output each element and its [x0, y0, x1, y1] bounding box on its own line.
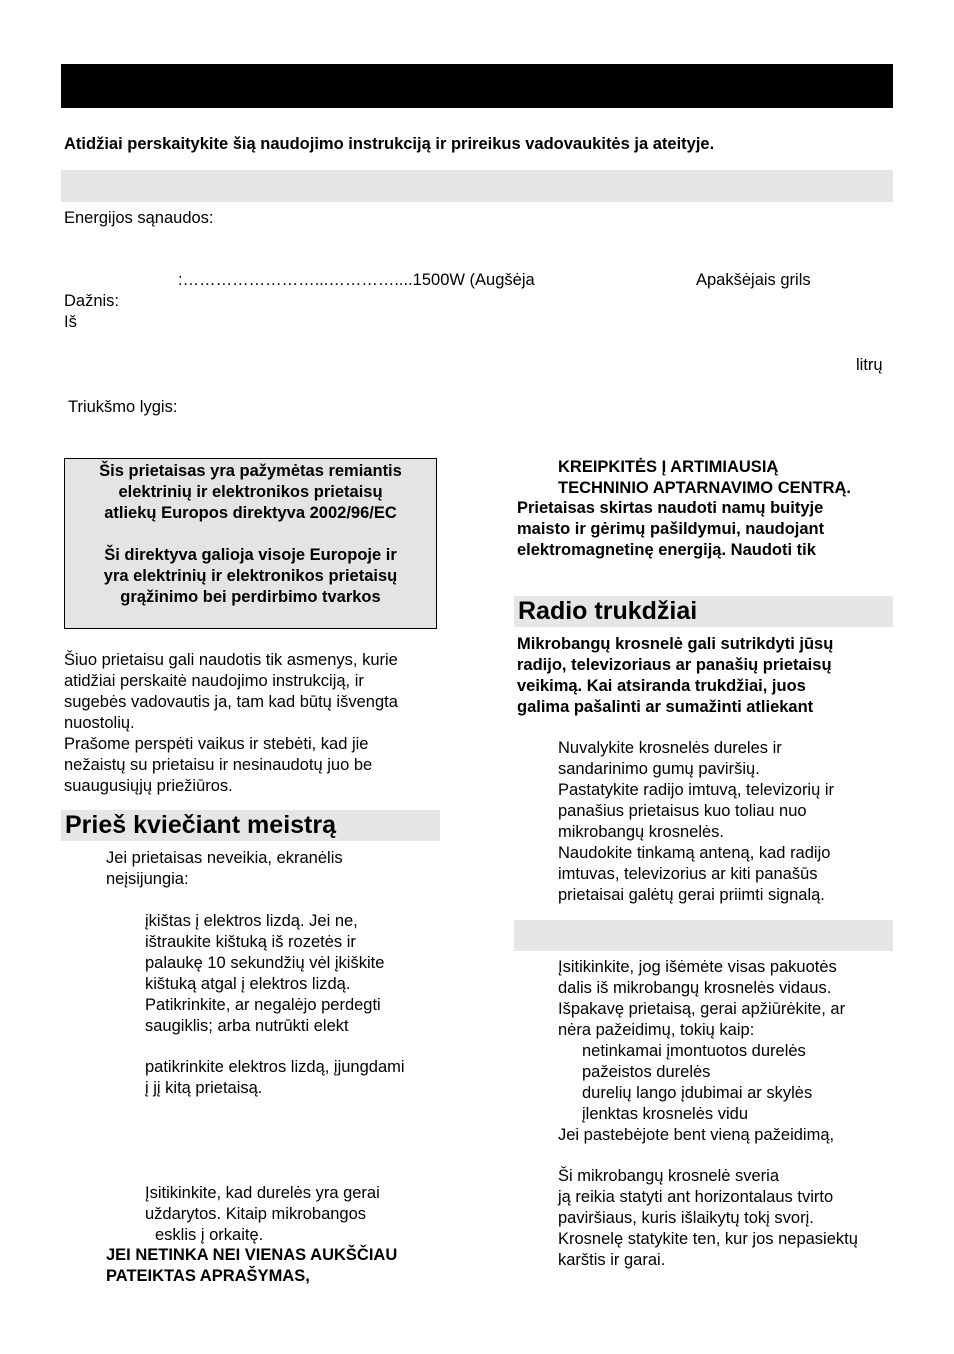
weight-text: [558, 1166, 858, 1271]
weee-notice-box: [64, 458, 437, 629]
install-text: [558, 957, 845, 1041]
grill-label: Apakšėjais grils: [696, 271, 811, 289]
usage-line: nežaistų su prietaisu ir nesinaudotų juo be: [64, 756, 373, 774]
usage-line: atidžiai perskaitė naudojimo instrukciją, ir: [64, 672, 364, 690]
check3-line: Įsitikinkite, kad durelės yra gerai: [145, 1184, 380, 1202]
install-section-bar: [514, 920, 893, 951]
check1-line: ištraukite kištuką iš rozetės ir: [145, 933, 356, 951]
noise-label: Triukšmo lygis:: [68, 398, 178, 416]
check1-line: kištuką atgal į elektros lizdą.: [145, 975, 351, 993]
weight-line: paviršiaus, kuris išlaikytų tokį svorį.: [558, 1209, 814, 1227]
radio-tip-line: Nuvalykite krosnelės dureles ir: [558, 739, 782, 757]
warning-text: [106, 1245, 397, 1287]
spec-section-bar: [61, 170, 893, 202]
check2-text: [145, 1057, 405, 1099]
radio-tip-line: sandarinimo gumų paviršių.: [558, 760, 760, 778]
radio-intro-line: galima pašalinti ar sumažinti atliekant: [517, 698, 814, 716]
usage-line: Šiuo prietaisu gali naudotis tik asmenys, kurie: [64, 651, 398, 669]
check1-line: saugiklis; arba nutrūkti elekt: [145, 1017, 349, 1035]
damage-followup: Jei pastebėjote bent vieną pažeidimą,: [558, 1126, 835, 1144]
usage-line: suaugusiųjų priežiūros.: [64, 777, 233, 795]
purpose-text: [517, 498, 824, 561]
check2-line: į jį kitą prietaisą.: [145, 1079, 263, 1097]
radio-tip-line: Pastatykite radijo imtuvą, televizorių ir: [558, 781, 835, 799]
weee-line: Šis prietaisas yra pažymėtas remiantis: [99, 462, 402, 480]
case1-line: Jei prietaisas neveikia, ekranėlis: [106, 849, 343, 867]
radio-intro: [517, 634, 833, 718]
damage-item: pažeistos durelės: [582, 1063, 711, 1081]
before-service-heading: Prieš kviečiant meistrą: [61, 810, 440, 841]
usage-line: Prašome perspėti vaikus ir stebėti, kad jie: [64, 735, 369, 753]
weee-line: atliekų Europos direktyva 2002/96/EC: [104, 504, 397, 522]
contact-line: KREIPKITĖS Į ARTIMIAUSIĄ: [558, 458, 779, 476]
energy-label: Energijos sąnaudos:: [64, 209, 214, 227]
check1-line: Patikrinkite, ar negalėjo perdegti: [145, 996, 381, 1014]
purpose-line: elektromagnetinę energiją. Naudoti tik: [517, 541, 816, 559]
is-fragment: Iš: [64, 313, 77, 331]
check3-line: uždarytos. Kitaip mikrobangos: [145, 1205, 367, 1223]
purpose-line: Prietaisas skirtas naudoti namų buityje: [517, 499, 824, 517]
damage-item: durelių lango įdubimai ar skylės: [582, 1084, 813, 1102]
radio-heading: Radio trukdžiai: [514, 596, 893, 627]
install-line: dalis iš mikrobangų krosnelės vidaus.: [558, 979, 832, 997]
radio-intro-line: Mikrobangų krosnelė gali sutrikdyti jūsų: [517, 635, 834, 653]
radio-tip-line: imtuvas, televizorius ar kiti panašūs: [558, 865, 818, 883]
weight-line: Ši mikrobangų krosnelė sveria: [558, 1167, 780, 1185]
radio-tips: [558, 738, 834, 906]
purpose-line: maisto ir gėrimų pašildymui, naudojant: [517, 520, 825, 538]
check1-text: [145, 911, 384, 1037]
contact-line: TECHNINIO APTARNAVIMO CENTRĄ.: [558, 479, 852, 497]
weee-line: grąžinimo bei perdirbimo tvarkos: [120, 588, 381, 606]
damage-item: įlenktas krosnelės vidu: [582, 1105, 748, 1123]
case1-line: neįsijungia:: [106, 870, 189, 888]
install-line: Išpakavę prietaisą, gerai apžiūrėkite, ar: [558, 1000, 846, 1018]
warning-line: JEI NETINKA NEI VIENAS AUKŠČIAU: [106, 1246, 398, 1264]
weee-line: Ši direktyva galioja visoje Europoje ir: [104, 546, 397, 564]
radio-tip-line: Naudokite tinkamą anteną, kad radijo: [558, 844, 831, 862]
title-bar: [61, 64, 893, 108]
intro-text: Atidžiai perskaitykite šią naudojimo instrukciją ir prireikus vadovaukitės ja ateityje.: [64, 135, 715, 153]
check3-tail: esklis į orkaitę.: [155, 1226, 264, 1244]
warning-line: PATEIKTAS APRAŠYMAS,: [106, 1267, 310, 1285]
check1-line: įkištas į elektros lizdą. Jei ne,: [145, 912, 358, 930]
weight-line: Krosnelę statykite ten, kur jos nepasiektų: [558, 1230, 858, 1248]
radio-tip-line: panašius prietaisus kuo toliau nuo: [558, 802, 807, 820]
install-line: Įsitikinkite, jog išėmėte visas pakuotės: [558, 958, 837, 976]
install-line: nėra pažeidimų, tokių kaip:: [558, 1021, 755, 1039]
radio-tip-line: prietaisai galėtų gerai priimti signalą.: [558, 886, 825, 904]
frequency-label: Dažnis:: [64, 292, 120, 310]
damage-item: netinkamai įmontuotos durelės: [582, 1042, 806, 1060]
check3-text: [145, 1183, 380, 1225]
case1-text: [106, 848, 343, 890]
usage-line: sugebės vadovautis ja, tam kad būtų išvengta: [64, 693, 398, 711]
weight-line: karštis ir garai.: [558, 1251, 666, 1269]
damage-list: [582, 1041, 812, 1125]
contact-service-text: [558, 457, 851, 499]
usage-line: nuostolių.: [64, 714, 135, 732]
weee-line: elektrinių ir elektronikos prietaisų: [118, 483, 383, 501]
litres-unit: litrų: [856, 356, 883, 374]
radio-tip-line: mikrobangų krosnelės.: [558, 823, 724, 841]
radio-intro-line: veikimą. Kai atsiranda trukdžiai, juos: [517, 677, 806, 695]
weight-line: ją reikia statyti ant horizontalaus tvirto: [558, 1188, 834, 1206]
check1-line: palaukę 10 sekundžių vėl įkiškite: [145, 954, 385, 972]
weee-line: yra elektrinių ir elektronikos prietaisų: [103, 567, 398, 585]
usage-paragraph: [64, 650, 444, 797]
energy-value: :……………………...…………....1500W (Augšėja: [178, 271, 535, 289]
radio-intro-line: radijo, televizoriaus ar panašių prietaisų: [517, 656, 832, 674]
check2-line: patikrinkite elektros lizdą, įjungdami: [145, 1058, 405, 1076]
